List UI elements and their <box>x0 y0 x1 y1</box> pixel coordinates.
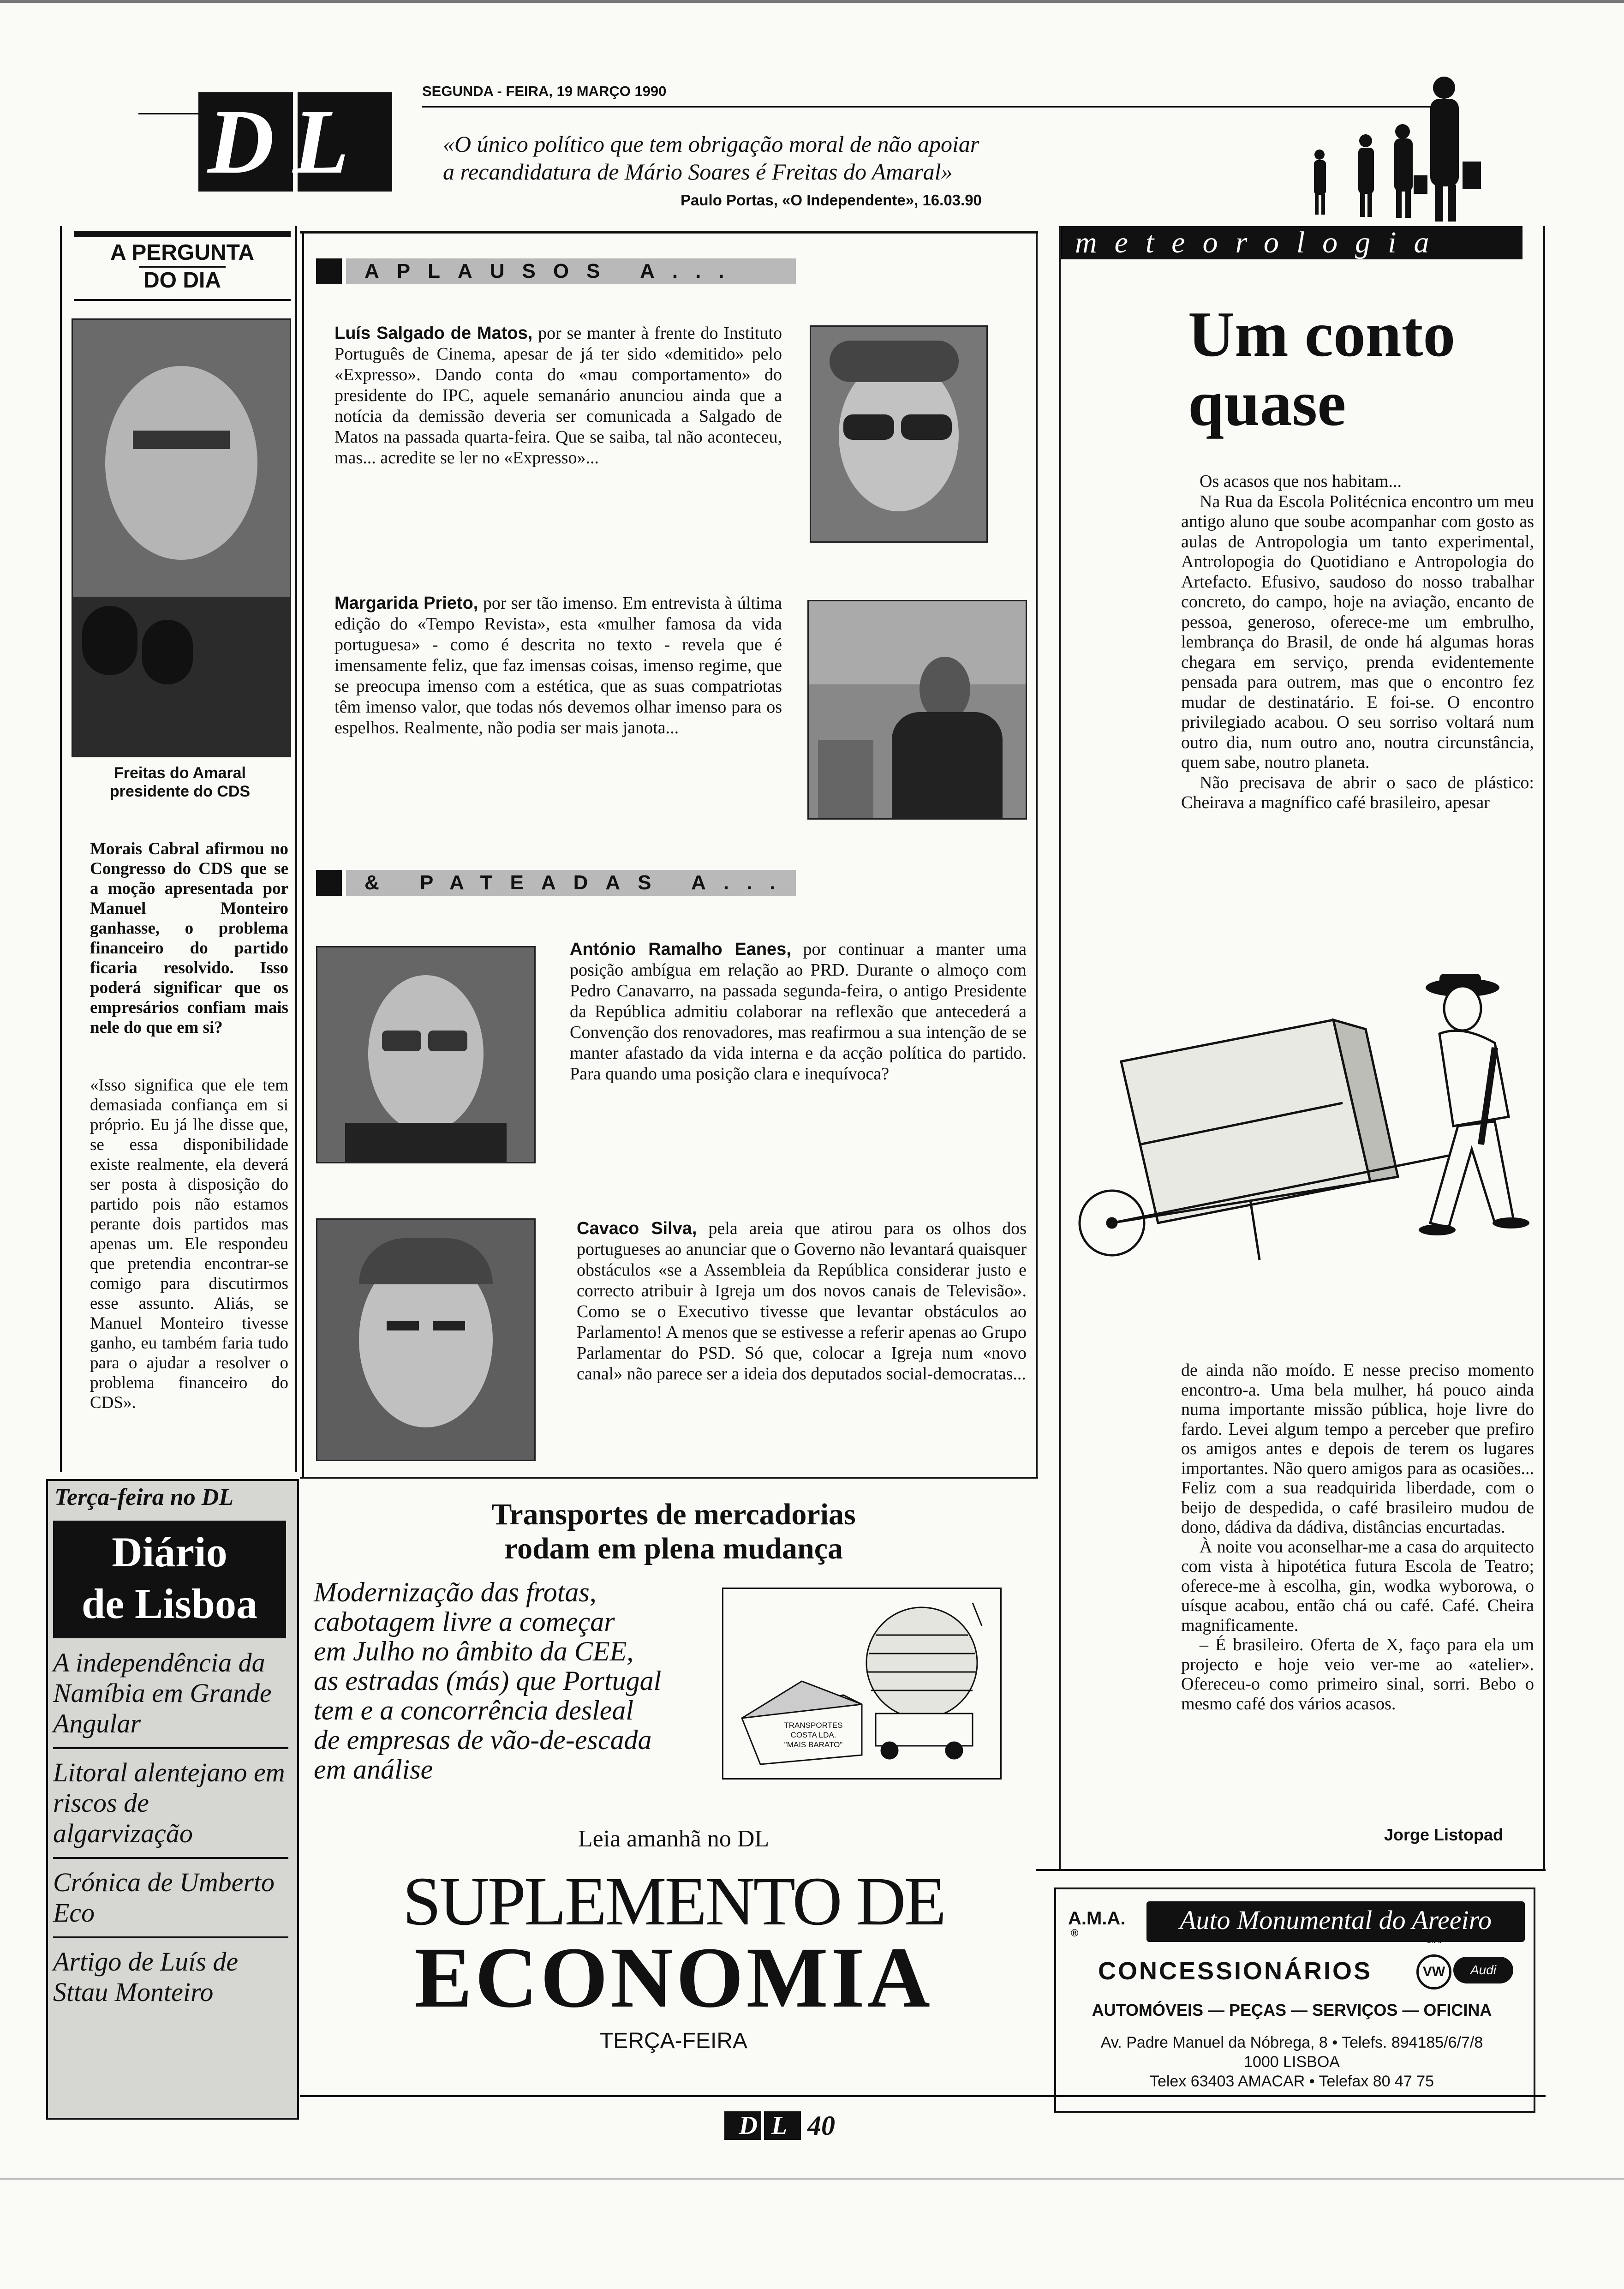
meteorologia-body-bottom: de ainda não moído. E nesse preciso momento encontro-a. Uma bela mulher, há pouco ainda numa importante missão pública, hoje livre do fardo. Levei algum tempo a perceber que prefiro os amigos antes e depois de terem os lugares importantes. Não quero amigos para as ocasiões... Feliz com a sua readquirida liberdade, com o beijo de despedida, o café brasileiro mudou de dono, dádiva da dádiva, distâncias encurtadas. À noite vou aconselhar-me a casa do arquitecto com vista à hipotética futura Escola de Teatro; oferece-me à escolha, gin, wodka wyborowa, o uísque acabou, então chá ou café. Café. Cheira magnificamente. – É brasileiro. Oferta de X, faço para ela um projecto e hoje veio ver-me ao «atelier». Ofereceu-o como primeiro sinal, sorri. Bebo o mesmo café dos vários acasos. <box>1181 1360 1534 1714</box>
aplausos-item-1: Luís Salgado de Matos, por se manter à frente do Instituto Português de Cinema, apesar de já ter sido «demitido» pelo «Expresso». Dando conta do «mau comportamento» do presidente do IPC, aquele semanário anunciou ainda que a notícia da demissão deveria ser comunicada a Salgado de Matos na passada quarta-feira. Que se saiba, tal não aconteceu, mas... acredite se ler no «Expresso»... <box>334 324 782 467</box>
pateadas-marker <box>316 870 342 896</box>
suplemento-big2: ECONOMIA <box>414 1929 933 2025</box>
vw-badge: VW <box>1416 1954 1451 1989</box>
pergunta-title: A PERGUNTA DO DIA <box>110 240 254 293</box>
cavaco-photo <box>316 1218 536 1461</box>
truck-cartoon <box>722 1588 1002 1780</box>
aplausos-banner: APLAUSOS A... <box>346 258 796 284</box>
left-column-rule <box>60 226 62 1472</box>
pergunta-rule <box>74 299 291 301</box>
ama-services: AUTOMÓVEIS — PEÇAS — SERVIÇOS — OFICINA <box>1092 2001 1492 2019</box>
page-number: 40 <box>807 2110 835 2141</box>
aplausos-item-2: Margarida Prieto, por ser tão imenso. Em entrevista à última edição do «Tempo Revista», esta «mulher famosa da vida portuguesa» - como é descrita no texto - revela que é imensamente feliz, que faz imensas coisas, imenso regime, que se preocupa imenso com a estética, que as suas compatriotas têm imenso valor, que todas nós devemos olhar imenso para os espelhos. Realmente, não podia ser mais janota... <box>334 593 782 737</box>
prieto-photo <box>807 600 1027 820</box>
suplemento-big1: SUPLEMENTO DE <box>402 1863 945 1940</box>
salgado-photo <box>810 325 988 543</box>
eanes-photo <box>316 946 536 1163</box>
suplemento-day: TERÇA-FEIRA <box>599 2029 747 2053</box>
wheelbarrow-illustration <box>1066 965 1546 1288</box>
masthead-quote: «O único político que tem obrigação moral de não apoiar a recandidatura de Mário Soares é Freitas do Amaral» <box>443 131 979 185</box>
terca-items: A independência da Namíbia em Grande Angular Litoral alentejano em riscos de algarvização Crónica de Umberto Eco Artigo de Luís de Sttau Monteiro <box>53 1648 288 2007</box>
aplausos-marker <box>316 258 342 284</box>
pateadas-item-2: Cavaco Silva, pela areia que atirou para os olhos dos portugueses ao anunciar que o Governo não levantará quaisquer obstáculos «se a Assembleia da República considerar justo e correcto atribuir à Igreja um dos novos canais de Televisão». Como se o Executivo tivesse que levantar obstáculos ao Parlamento! A menos que se estivesse a referir apenas ao Grupo Parlamentar do PSD. Só que, colocar a Igreja num «novo canal» não parece ser a ideia dos deputados social-democratas... <box>577 1219 1027 1384</box>
pergunta-bar <box>74 231 291 237</box>
center-left-rule <box>302 231 304 1477</box>
ama-concessionarios: CONCESSIONÁRIOS <box>1098 1957 1373 1985</box>
freitas-photo <box>72 318 291 757</box>
masthead-rule-left <box>138 113 198 114</box>
silhouettes-illustration <box>1283 69 1513 226</box>
terca-header: Terça-feira no DL <box>54 1484 234 1510</box>
suplemento-top-rule <box>300 1477 1038 1479</box>
pateadas-banner: & PATEADAS A... <box>346 870 796 896</box>
ama-script-banner: Auto Monumental do Areeiro S.A. <box>1146 1901 1525 1942</box>
ama-logo: A.M.A. ® <box>1068 1908 1126 1939</box>
top-edge <box>0 0 1624 3</box>
left-column-rule-right <box>295 226 297 1472</box>
meteorologia-header: meteorologia <box>1061 226 1522 259</box>
footer-logo: DL <box>724 2111 803 2140</box>
suplemento-title: Transportes de mercadorias rodam em plena mudança <box>491 1498 856 1565</box>
bottom-edge <box>0 2178 1624 2180</box>
ama-address: Av. Padre Manuel da Nóbrega, 8 • Telefs. 894185/6/7/8 1000 LISBOA Telex 63403 AMACAR • Telefax 80 47 75 <box>1100 2034 1483 2090</box>
center-right-rule <box>1036 231 1038 1477</box>
right-column-rule <box>1059 226 1061 1869</box>
meteorologia-author: Jorge Listopad <box>1384 1825 1504 1844</box>
suplemento-leia: Leia amanhã no DL <box>578 1826 770 1852</box>
meteorologia-title: Um conto quase <box>1188 299 1456 439</box>
quote-source: Paulo Portas, «O Independente», 16.03.90 <box>681 192 982 209</box>
dl-logo: DL <box>198 92 392 192</box>
audi-badge: Audi <box>1453 1957 1513 1983</box>
center-top-rule <box>300 231 1038 234</box>
suplemento-lines: Modernização das frotas, cabotagem livre a começar em Julho no âmbito da CEE, as estradas (más) que Portugal tem e a concorrência desleal de empresas de vão-de-escada em análise <box>314 1577 662 1785</box>
meteorologia-bottom-rule <box>1036 1869 1546 1871</box>
issue-date: SEGUNDA - FEIRA, 19 MARÇO 1990 <box>422 83 667 99</box>
pergunta-answer: «Isso significa que ele tem demasiada confiança em si próprio. Eu já lhe disse que, se essa disponibilidade existe realmente, ela deverá ser posta à disposição do partido pois não estamos perante dois partidos mas apenas um. Ele respondeu que pretendia encontrar-se comigo para discutirmos esse assunto. Aliás, se Manuel Monteiro tivesse ganho, eu também faria tudo para o ajudar a resolver o problema financeiro do CDS». <box>90 1076 288 1412</box>
pateadas-item-1: António Ramalho Eanes, por continuar a manter uma posição ambígua em relação ao PRD. Durante o almoço com Pedro Canavarro, na passada segunda-feira, o antigo Presidente da República admitiu colaborar na reflexão que antecederá a Convenção dos renovadores, mas reafirmou a sua intenção de se manter afastado da vida interna e da acção política do partido. Para quando uma posição clara e inequívoca? <box>570 940 1027 1084</box>
freitas-caption: Freitas do Amaral presidente do CDS <box>109 764 251 800</box>
cartoon-sign: TRANSPORTES COSTA LDA. "MAIS BARATO" <box>784 1721 843 1749</box>
diario-logo: Diário de Lisboa <box>53 1521 286 1638</box>
pergunta-question: Morais Cabral afirmou no Congresso do CDS que se a moção apresentada por Manuel Monteiro ganhasse, o problema financeiro do partido ficaria resolvido. Isso poderá significar que os empresários confiam mais nele do que em si? <box>90 839 288 1037</box>
meteorologia-body-top: Os acasos que nos habitam... Na Rua da Escola Politécnica encontro um meu antigo aluno que soube acompanhar com gosto as aulas de Antropologia um tanto experimental, Antrolopogia do Quotidiano e Antropologia do Artefacto. Efusivo, saudoso do nosso trabalhar concreto, do campo, hoje na aviação, encanto de pessoa, generoso, oferece-me um embrulho, lembrança do Brasil, de onde há algumas horas chegara em serviço, prenda evidentemente pensada para outrem, mas que o encontro fez mudar de destinatário. E foi-se. O encontro privilegiado acabou. O seu sorriso voltará num outro dia, num outro ano, noutra circunstância, quem sabe, noutro planeta. Não precisava de abrir o saco de plástico: Cheirava a magnífico café brasileiro, apesar <box>1181 472 1534 812</box>
